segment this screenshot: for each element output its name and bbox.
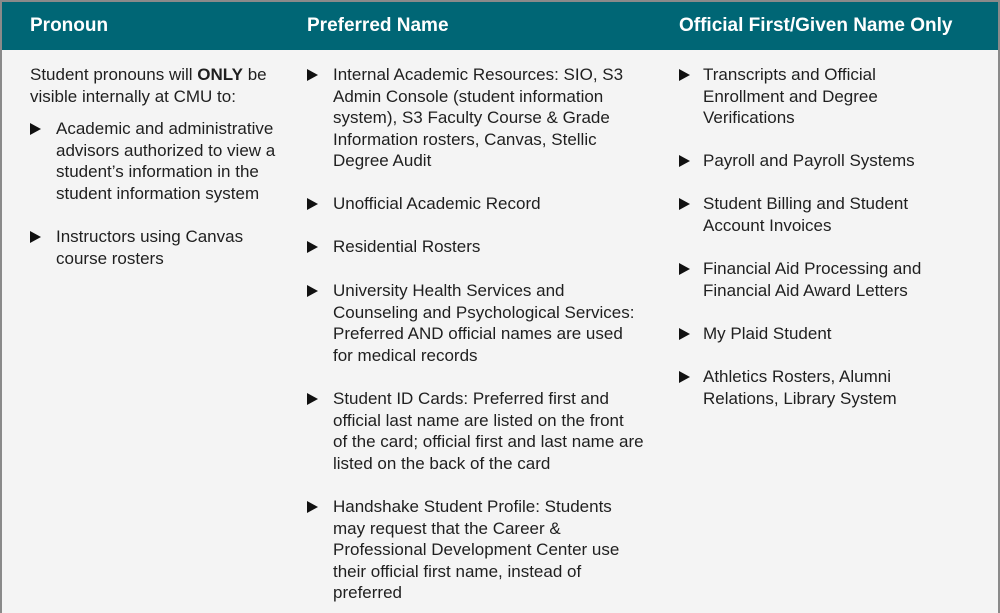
pronoun-intro-only: ONLY [197, 65, 243, 84]
triangle-bullet-icon [679, 198, 690, 210]
list-item-line: Degree Audit [333, 151, 432, 170]
list-item-line: Instructors using Canvas [56, 227, 244, 246]
triangle-bullet-icon [307, 69, 318, 81]
triangle-bullet-icon [307, 393, 318, 405]
table-header [2, 2, 998, 50]
list-item-line: for medical records [333, 345, 478, 365]
list-item-line: advisors authorized to view a [56, 140, 276, 160]
list-item-line: of the card; official first and last name are [333, 432, 644, 451]
pronoun-intro-pre: Student pronouns will [30, 65, 193, 84]
pronoun-intro-line2: visible internally at CMU to: [30, 86, 236, 106]
triangle-bullet-icon [307, 198, 318, 210]
list-item-line: Account Invoices [703, 215, 832, 235]
list-item-line: Financial Aid Processing and [703, 259, 922, 278]
list-item-line: Verifications [703, 108, 795, 127]
pronoun-intro-post: be [247, 65, 267, 84]
list-item-line: system), S3 Faculty Course & Grade [333, 108, 610, 127]
triangle-bullet-icon [30, 231, 41, 243]
list-item-line: Handshake Student Profile: Students [333, 497, 612, 516]
header-preferred-name: Preferred Name [307, 15, 449, 36]
list-item-line: Relations, Library System [703, 388, 897, 408]
triangle-bullet-icon [307, 285, 318, 297]
header-pronoun: Pronoun [30, 15, 109, 36]
list-item-line: My Plaid Student [703, 324, 832, 343]
list-item-line: student information system [56, 183, 260, 203]
header-official-name: Official First/Given Name Only [679, 15, 953, 36]
triangle-bullet-icon [307, 241, 318, 253]
triangle-bullet-icon [679, 69, 690, 81]
list-item-line: student’s information in the [56, 162, 259, 181]
list-item-line: Student ID Cards: Preferred first and [333, 389, 609, 408]
list-item-line: Athletics Rosters, Alumni [703, 367, 892, 386]
pronoun-intro [30, 64, 300, 107]
list-item-line: Enrollment and Degree [703, 86, 878, 106]
list-item-line: their official first name, instead of [333, 561, 582, 581]
list-item-line: Payroll and Payroll Systems [703, 151, 915, 170]
list-item-line: Admin Console (student information [333, 86, 604, 106]
list-item-line: Counseling and Psychological Services: [333, 302, 635, 322]
list-item-line: listed on the back of the card [333, 453, 551, 473]
triangle-bullet-icon [679, 328, 690, 340]
list-item-line: may request that the Career & [333, 518, 561, 538]
list-item-line: Internal Academic Resources: SIO, S3 [333, 65, 624, 84]
list-item-line: Professional Development Center use [333, 540, 620, 559]
triangle-bullet-icon [679, 371, 690, 383]
list-item-line: course rosters [56, 248, 164, 268]
list-item-line: Financial Aid Award Letters [703, 280, 908, 300]
triangle-bullet-icon [679, 155, 690, 167]
list-item-line: Transcripts and Official [703, 65, 876, 84]
list-item-line: Academic and administrative [56, 119, 274, 138]
triangle-bullet-icon [679, 263, 690, 275]
triangle-bullet-icon [307, 501, 318, 513]
triangle-bullet-icon [30, 123, 41, 135]
list-item-line: Residential Rosters [333, 237, 481, 256]
list-item-line: official last name are listed on the front [333, 410, 624, 430]
list-item-line: Information rosters, Canvas, Stellic [333, 129, 597, 149]
list-item-line: Student Billing and Student [703, 194, 909, 213]
list-item-line: Preferred AND official names are used [333, 324, 623, 343]
list-item-line: preferred [333, 583, 402, 602]
list-item-line: Unofficial Academic Record [333, 194, 541, 213]
list-item-line: University Health Services and [333, 281, 565, 300]
